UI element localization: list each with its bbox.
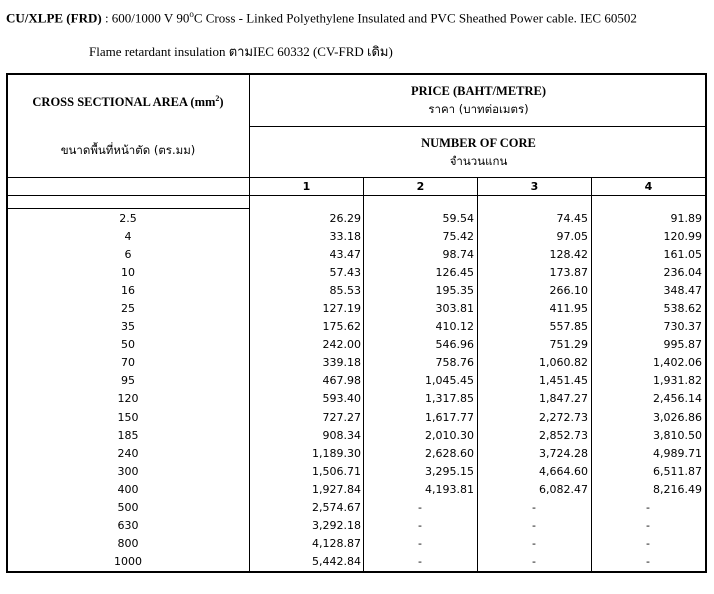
price-core3-cell: 2,272.73 xyxy=(539,410,588,424)
area-cell: 300 xyxy=(117,464,139,478)
table-row xyxy=(8,553,705,571)
divider-header-colnums xyxy=(8,177,705,178)
document-title-line xyxy=(6,9,637,26)
divider-area-spacer xyxy=(8,208,249,209)
price-core4-cell: - xyxy=(646,500,650,514)
table-row xyxy=(8,372,705,390)
area-cell: 400 xyxy=(117,482,139,496)
area-cell: 95 xyxy=(121,374,135,388)
table-body xyxy=(8,210,705,571)
core-column-1: 1 xyxy=(302,180,311,193)
cable-code: CU/XLPE (FRD) xyxy=(6,10,102,26)
price-core1-cell: 727.27 xyxy=(322,410,361,424)
price-core2-cell: 410.12 xyxy=(435,320,474,334)
core-column-2: 2 xyxy=(416,180,425,193)
price-core2-cell: 126.45 xyxy=(435,266,474,280)
table-row xyxy=(8,499,705,517)
price-core4-cell: 3,026.86 xyxy=(653,410,702,424)
price-core4-cell: 538.62 xyxy=(663,302,702,316)
price-core3-cell: 266.10 xyxy=(549,284,588,298)
price-core1-cell: 339.18 xyxy=(322,356,361,370)
price-title-thai: ราคา (บาทต่อเมตร) xyxy=(428,102,529,116)
price-core3-cell: - xyxy=(532,500,536,514)
price-core1-cell: 1,927.84 xyxy=(312,482,361,496)
area-cell: 2.5 xyxy=(119,212,137,225)
price-core2-cell: - xyxy=(418,536,422,550)
area-cell: 240 xyxy=(117,446,139,460)
area-cell: 120 xyxy=(117,392,139,406)
area-cell: 4 xyxy=(124,230,132,244)
table-row xyxy=(8,228,705,246)
area-cell: 630 xyxy=(117,518,139,532)
price-core2-cell: 3,295.15 xyxy=(425,464,474,478)
price-core4-cell: - xyxy=(646,536,650,550)
price-core1-cell: 1,189.30 xyxy=(312,446,361,460)
price-core2-cell: 75.42 xyxy=(442,230,474,244)
price-core4-cell: 1,931.82 xyxy=(653,374,702,388)
price-core3-cell: 4,664.60 xyxy=(539,464,588,478)
area-unit-sup: 2 xyxy=(215,94,220,103)
price-core4-cell: 236.04 xyxy=(663,266,702,280)
core-title: NUMBER OF CORE xyxy=(421,136,536,150)
price-title: PRICE (BAHT/METRE) xyxy=(410,84,547,98)
price-core2-cell: 1,045.45 xyxy=(425,374,474,388)
price-core3-cell: 1,060.82 xyxy=(539,356,588,370)
core-title-thai: จำนวนแกน xyxy=(449,154,508,168)
price-core3-cell: 1,451.45 xyxy=(539,374,588,388)
area-column-title: CROSS SECTIONAL AREA $(mm^2)$ xyxy=(32,94,224,110)
price-core3-cell: - xyxy=(532,518,536,532)
price-core2-cell: 195.35 xyxy=(435,284,474,298)
table-row xyxy=(8,246,705,264)
divider-price-core xyxy=(250,126,705,127)
table-row xyxy=(8,517,705,535)
price-core4-cell: 6,511.87 xyxy=(653,464,702,478)
price-core1-cell: 26.29 xyxy=(329,212,361,225)
price-core2-cell: 758.76 xyxy=(435,356,474,370)
area-cell: 10 xyxy=(121,266,135,280)
price-core3-cell: - xyxy=(532,554,536,568)
price-core3-cell: 173.87 xyxy=(549,266,588,280)
degree-mark: o xyxy=(189,9,194,19)
price-core4-cell: 348.47 xyxy=(663,284,702,298)
price-core1-cell: 2,574.67 xyxy=(312,500,361,514)
area-cell: 70 xyxy=(121,356,135,370)
price-core1-cell: 1,506.71 xyxy=(312,464,361,478)
price-core2-cell: - xyxy=(418,518,422,532)
price-core4-cell: 8,216.49 xyxy=(653,482,702,496)
table-row xyxy=(8,264,705,282)
price-core3-cell: 557.85 xyxy=(549,320,588,334)
title-spec-part1: : 600/1000 V 90 xyxy=(104,10,190,26)
table-row xyxy=(8,481,705,499)
price-core4-cell: 995.87 xyxy=(663,338,702,352)
table-row xyxy=(8,409,705,427)
price-core2-cell: 2,010.30 xyxy=(425,428,474,442)
table-row xyxy=(8,354,705,372)
table-row xyxy=(8,427,705,445)
price-core1-cell: 467.98 xyxy=(322,374,361,388)
area-column-thai: ขนาดพื้นที่หน้าตัด (ตร.มม) xyxy=(60,143,196,157)
price-core1-cell: 43.47 xyxy=(329,248,361,262)
price-core1-cell: 908.34 xyxy=(322,428,361,442)
price-core1-cell: 4,128.87 xyxy=(312,536,361,550)
price-core2-cell: 1,617.77 xyxy=(425,410,474,424)
table-row xyxy=(8,390,705,408)
price-core3-cell: 6,082.47 xyxy=(539,482,588,496)
price-core1-cell: 593.40 xyxy=(322,392,361,406)
price-core4-cell: 2,456.14 xyxy=(653,392,702,406)
price-core3-cell: 411.95 xyxy=(549,302,588,316)
price-core3-cell: 128.42 xyxy=(549,248,588,262)
price-core1-cell: 175.62 xyxy=(322,320,361,334)
table-row xyxy=(8,318,705,336)
price-core3-cell: 3,724.28 xyxy=(539,446,588,460)
table-row xyxy=(8,300,705,318)
price-core3-cell: 751.29 xyxy=(549,338,588,352)
price-core1-cell: 57.43 xyxy=(329,266,361,280)
document-subtitle: Flame retardant insulation ตามIEC 60332 (CV-FRD เดิม) xyxy=(89,44,393,59)
price-core1-cell: 3,292.18 xyxy=(312,518,361,532)
table-row xyxy=(8,336,705,354)
table-row xyxy=(8,210,705,228)
price-core3-cell: 97.05 xyxy=(556,230,588,244)
area-cell: 150 xyxy=(117,410,139,424)
price-core3-cell: - xyxy=(532,536,536,550)
table-row xyxy=(8,535,705,553)
area-cell: 1000 xyxy=(114,554,142,568)
area-cell: 6 xyxy=(124,248,132,262)
price-core2-cell: 4,193.81 xyxy=(425,482,474,496)
price-core2-cell: 546.96 xyxy=(435,338,474,352)
price-core4-cell: 730.37 xyxy=(663,320,702,334)
area-cell: 35 xyxy=(121,320,135,334)
price-core4-cell: 91.89 xyxy=(670,212,702,225)
price-table xyxy=(6,73,707,573)
price-core1-cell: 33.18 xyxy=(329,230,361,244)
price-core2-cell: - xyxy=(418,554,422,568)
price-core4-cell: - xyxy=(646,518,650,532)
price-core2-cell: 303.81 xyxy=(435,302,474,316)
price-core2-cell: 2,628.60 xyxy=(425,446,474,460)
area-cell: 25 xyxy=(121,302,135,316)
price-core4-cell: - xyxy=(646,554,650,568)
divider-colnums-body xyxy=(8,195,705,196)
price-core2-cell: 1,317.85 xyxy=(425,392,474,406)
price-core2-cell: - xyxy=(418,500,422,514)
core-column-3: 3 xyxy=(530,180,539,193)
table-row xyxy=(8,282,705,300)
price-core4-cell: 120.99 xyxy=(663,230,702,244)
price-core4-cell: 161.05 xyxy=(663,248,702,262)
price-core3-cell: 2,852.73 xyxy=(539,428,588,442)
area-cell: 50 xyxy=(121,338,135,352)
table-row xyxy=(8,445,705,463)
area-cell: 185 xyxy=(117,428,139,442)
price-core4-cell: 3,810.50 xyxy=(653,428,702,442)
price-core1-cell: 127.19 xyxy=(322,302,361,316)
price-core1-cell: 242.00 xyxy=(322,338,361,352)
table-row xyxy=(8,463,705,481)
price-core2-cell: 98.74 xyxy=(442,248,474,262)
price-core1-cell: 85.53 xyxy=(329,284,361,298)
price-core3-cell: 74.45 xyxy=(556,212,588,225)
price-core2-cell: 59.54 xyxy=(442,212,474,225)
price-core1-cell: 5,442.84 xyxy=(312,554,361,568)
price-core4-cell: 4,989.71 xyxy=(653,446,702,460)
title-spec-part2: C Cross - Linked Polyethylene Insulated and PVC Sheathed Power cable. IEC 60502 xyxy=(193,10,637,26)
area-cell: 800 xyxy=(117,536,139,550)
price-core3-cell: 1,847.27 xyxy=(539,392,588,406)
area-cell: 16 xyxy=(121,284,135,298)
area-cell: 500 xyxy=(117,500,139,514)
core-column-4: 4 xyxy=(644,180,653,193)
price-core4-cell: 1,402.06 xyxy=(653,356,702,370)
